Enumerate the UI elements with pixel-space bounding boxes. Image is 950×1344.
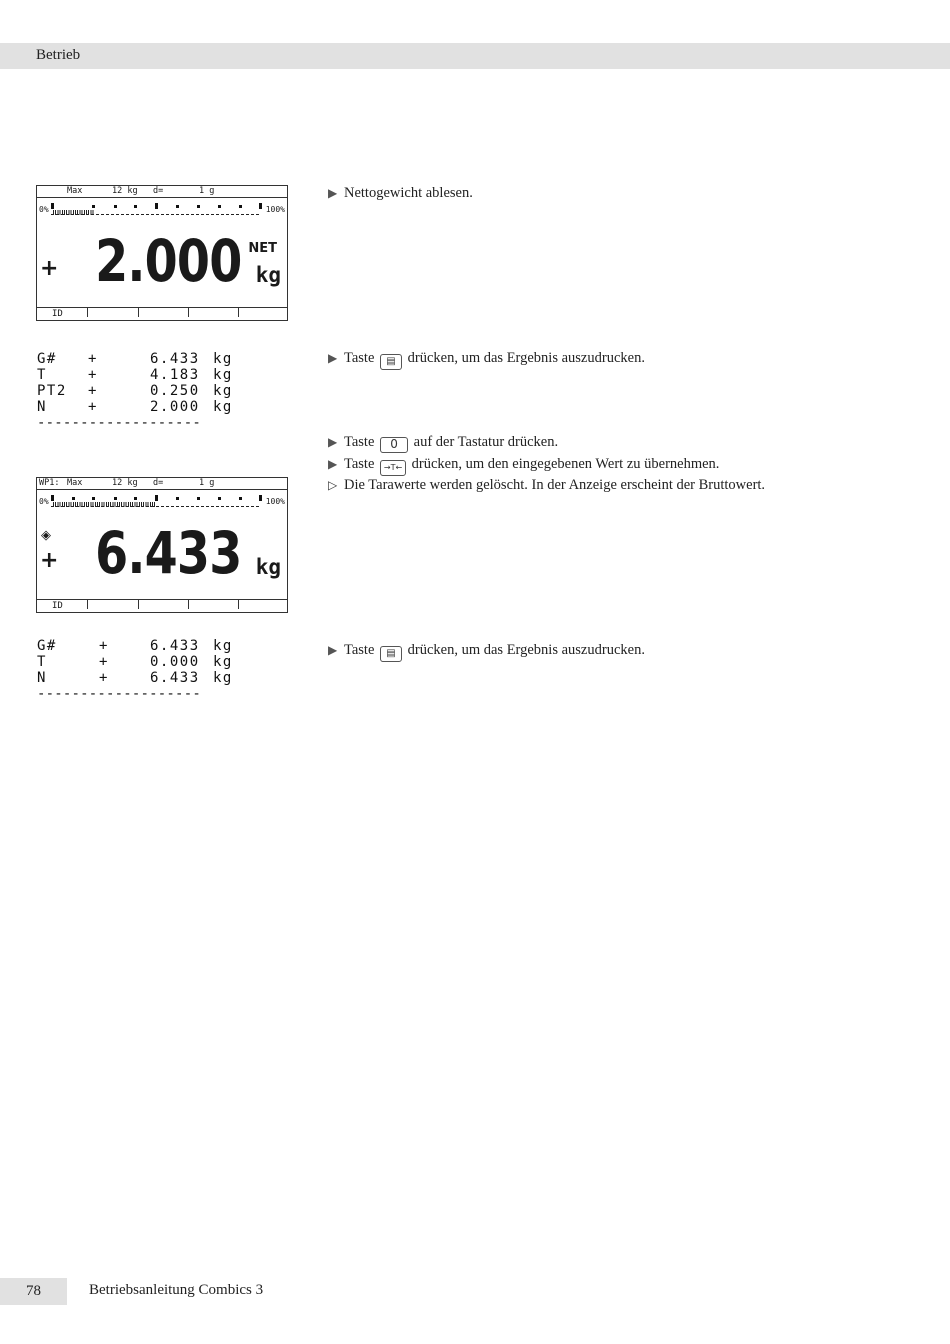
printout-sign: + bbox=[99, 638, 109, 654]
instruction-text: drücken, um das Ergebnis auszudrucken. bbox=[407, 350, 645, 366]
printout-value: 6.433 bbox=[150, 638, 200, 654]
section-header bbox=[0, 43, 950, 69]
softkey-separator bbox=[87, 600, 88, 609]
softkey-separator bbox=[188, 308, 189, 317]
d-label: d= bbox=[153, 478, 164, 488]
printout-label: N bbox=[37, 399, 47, 415]
print-key-icon: ▤ bbox=[380, 354, 402, 370]
printout-sign: + bbox=[99, 670, 109, 686]
bar-tick bbox=[239, 205, 242, 208]
weight-unit: kg bbox=[255, 263, 281, 287]
softkey-id: ID bbox=[52, 309, 63, 319]
printout-separator: ------------------- bbox=[37, 415, 201, 431]
weight-unit: kg bbox=[255, 555, 281, 579]
printout-label: G# bbox=[37, 638, 57, 654]
bar-tick bbox=[51, 495, 54, 501]
bar-tick bbox=[197, 205, 200, 208]
printout-unit: kg bbox=[213, 638, 233, 654]
bar-tick bbox=[239, 497, 242, 500]
bar-graph bbox=[37, 204, 287, 218]
bar-tick bbox=[134, 205, 137, 208]
printout-row bbox=[37, 654, 233, 670]
action-triangle-icon: ▶ bbox=[328, 435, 338, 449]
softkey-id: ID bbox=[52, 601, 63, 611]
bar-scale-line bbox=[51, 214, 259, 215]
bar-min-label: 0% bbox=[39, 205, 49, 214]
bar-max-label: 100% bbox=[265, 205, 285, 214]
printout-net bbox=[37, 351, 233, 431]
zero-key-icon: 0 bbox=[380, 437, 408, 453]
instruction-text: drücken, um den eingegebenen Wert zu übernehmen. bbox=[411, 456, 720, 472]
display-info-line bbox=[37, 478, 287, 490]
section-title: Betrieb bbox=[36, 47, 81, 63]
bar-tick bbox=[92, 205, 95, 208]
bar-tick bbox=[259, 495, 262, 501]
wp-label: WP1: bbox=[39, 478, 60, 488]
printout-label: T bbox=[37, 654, 47, 670]
action-triangle-icon: ▶ bbox=[328, 351, 338, 365]
weight-value: 6.433 bbox=[94, 519, 241, 587]
instruction-step bbox=[328, 349, 645, 370]
d-value: 1 g bbox=[199, 186, 215, 196]
printout-sign: + bbox=[99, 654, 109, 670]
printout-row bbox=[37, 383, 233, 399]
instruction-step bbox=[328, 455, 719, 476]
instruction-text: Taste bbox=[344, 642, 375, 658]
scale-display-net bbox=[36, 185, 288, 321]
instruction-step bbox=[328, 433, 558, 453]
bar-tick bbox=[51, 203, 54, 209]
capacity-value: 12 kg bbox=[112, 186, 138, 196]
softkey-separator bbox=[87, 308, 88, 317]
bar-tick bbox=[114, 205, 117, 208]
d-label: d= bbox=[153, 186, 164, 196]
bar-tick bbox=[134, 497, 137, 500]
printout-unit: kg bbox=[213, 399, 233, 415]
capacity-value: 12 kg bbox=[112, 478, 138, 488]
softkey-separator bbox=[188, 600, 189, 609]
printout-sign: + bbox=[88, 367, 98, 383]
result-text: Die Tarawerte werden gelöscht. In der Anzeige erscheint der Bruttowert. bbox=[344, 477, 766, 493]
bar-tick bbox=[218, 205, 221, 208]
instruction-text: Taste bbox=[344, 456, 375, 472]
softkey-separator bbox=[138, 308, 139, 317]
printout-separator: ------------------- bbox=[37, 686, 201, 702]
display-info-line bbox=[37, 186, 287, 198]
instruction-text: drücken, um das Ergebnis auszudrucken. bbox=[407, 642, 645, 658]
instruction-text: Nettogewicht ablesen. bbox=[344, 185, 473, 201]
printout-row bbox=[37, 399, 233, 415]
bar-tick bbox=[155, 495, 158, 501]
printout-value: 0.250 bbox=[150, 383, 200, 399]
printout-sign: + bbox=[88, 383, 98, 399]
printout-value: 2.000 bbox=[150, 399, 200, 415]
bar-tick bbox=[259, 203, 262, 209]
bar-graph bbox=[37, 496, 287, 510]
bar-tick bbox=[218, 497, 221, 500]
printout-row bbox=[37, 351, 233, 367]
bar-tick bbox=[114, 497, 117, 500]
bar-tick bbox=[155, 203, 158, 209]
printout-unit: kg bbox=[213, 351, 233, 367]
action-triangle-icon: ▶ bbox=[328, 457, 338, 471]
bar-min-label: 0% bbox=[39, 497, 49, 506]
printout-unit: kg bbox=[213, 383, 233, 399]
softkey-separator bbox=[138, 600, 139, 609]
printout-label: N bbox=[37, 670, 47, 686]
printout-row bbox=[37, 638, 233, 654]
printout-row bbox=[37, 367, 233, 383]
scale-display-gross bbox=[36, 477, 288, 613]
d-value: 1 g bbox=[199, 478, 215, 488]
printout-value: 6.433 bbox=[150, 351, 200, 367]
printout-sign: + bbox=[88, 399, 98, 415]
bar-scale-line bbox=[51, 506, 259, 507]
tare-key-icon: →T← bbox=[380, 460, 406, 476]
bar-tick bbox=[176, 497, 179, 500]
printout-label: PT2 bbox=[37, 383, 67, 399]
softkey-separator bbox=[238, 308, 239, 317]
plus-sign-icon: + bbox=[40, 548, 59, 573]
max-label: Max bbox=[67, 478, 83, 488]
document-title: Betriebsanleitung Combics 3 bbox=[89, 1282, 264, 1298]
bar-tick bbox=[197, 497, 200, 500]
action-triangle-icon: ▶ bbox=[328, 186, 338, 200]
instruction-result bbox=[328, 476, 765, 494]
instruction-text: Taste bbox=[344, 350, 375, 366]
printout-row bbox=[37, 670, 233, 686]
action-triangle-icon: ▶ bbox=[328, 643, 338, 657]
softkey-bar bbox=[37, 307, 287, 320]
bar-tick bbox=[92, 497, 95, 500]
page-number: 78 bbox=[0, 1278, 67, 1305]
printout-label: G# bbox=[37, 351, 57, 367]
plus-sign-icon: + bbox=[40, 256, 59, 281]
printout-unit: kg bbox=[213, 367, 233, 383]
weight-value: 2.000 bbox=[94, 227, 241, 295]
printout-unit: kg bbox=[213, 654, 233, 670]
softkey-bar bbox=[37, 599, 287, 612]
max-label: Max bbox=[67, 186, 83, 196]
diamond-icon: ◈ bbox=[41, 528, 51, 543]
print-key-icon: ▤ bbox=[380, 646, 402, 662]
printout-unit: kg bbox=[213, 670, 233, 686]
result-triangle-icon: ▷ bbox=[328, 478, 338, 492]
instruction-text: auf der Tastatur drücken. bbox=[413, 434, 559, 450]
instruction-step bbox=[328, 184, 473, 202]
instruction-step bbox=[328, 641, 645, 662]
net-indicator: NET bbox=[248, 241, 277, 256]
printout-label: T bbox=[37, 367, 47, 383]
bar-max-label: 100% bbox=[265, 497, 285, 506]
bar-tick bbox=[72, 497, 75, 500]
instruction-text: Taste bbox=[344, 434, 375, 450]
printout-value: 6.433 bbox=[150, 670, 200, 686]
softkey-separator bbox=[238, 600, 239, 609]
printout-gross bbox=[37, 638, 233, 702]
printout-value: 0.000 bbox=[150, 654, 200, 670]
printout-value: 4.183 bbox=[150, 367, 200, 383]
bar-tick bbox=[176, 205, 179, 208]
printout-sign: + bbox=[88, 351, 98, 367]
